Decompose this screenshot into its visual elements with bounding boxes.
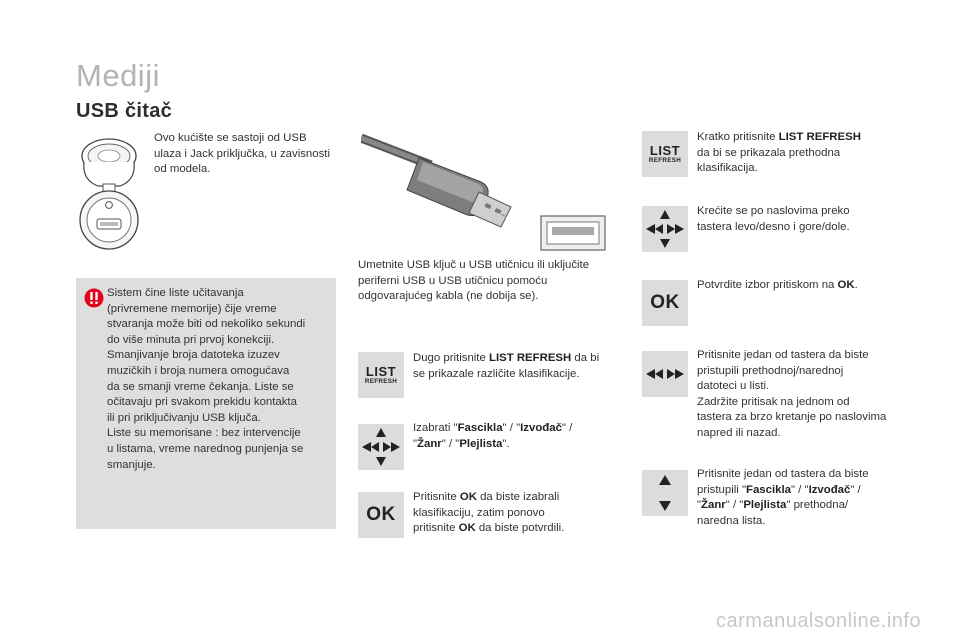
warning-icon xyxy=(84,288,104,308)
warning-line: (privremene memorije) čije vreme xyxy=(107,302,277,315)
warning-line: Sistem čine liste učitavanja xyxy=(107,287,244,299)
left-right-instruction xyxy=(697,348,922,442)
text-fragment: Kratko pritisnite xyxy=(697,131,779,143)
left-right-arrows-icon xyxy=(642,351,688,397)
warning-line: očitavaju pri svakom prekidu kontakta xyxy=(107,396,297,409)
up-down-instruction xyxy=(697,467,922,529)
text-fragment: . xyxy=(854,279,858,291)
ok-button-label: OK xyxy=(650,292,680,313)
text-fragment: " / xyxy=(850,483,861,496)
text-fragment: pritisnite xyxy=(413,522,459,535)
navigate-instruction xyxy=(697,204,917,235)
warning-line: muzičkih i broja numera omogućava xyxy=(107,364,290,377)
text-fragment: da bi xyxy=(571,352,600,364)
list-refresh-button[interactable] xyxy=(642,131,688,177)
left-right-arrow-button[interactable] xyxy=(642,351,688,397)
usb-instruction-line: periferni USB u USB utičnicu pomoću xyxy=(358,274,548,287)
four-way-arrow-button[interactable] xyxy=(642,206,688,252)
text-line: klasifikaciju, zatim ponovo xyxy=(413,506,545,519)
warning-line: do više minuta pri prvoj konekciji. xyxy=(107,333,275,346)
text-line: tastera za brzo kretanje po naslovima xyxy=(697,411,887,424)
text-bold: OK xyxy=(458,522,476,535)
usb-instruction-line: Umetnite USB ključ u USB utičnicu ili uključite xyxy=(358,259,590,271)
four-way-arrow-button[interactable] xyxy=(358,424,404,470)
text-bold: Fascikla xyxy=(746,483,791,496)
text-fragment: " xyxy=(413,437,418,450)
text-bold: OK xyxy=(837,279,855,291)
text-bold: LIST REFRESH xyxy=(778,131,861,143)
text-bold: Fascikla xyxy=(457,422,503,434)
text-bold: Izvođač xyxy=(520,422,562,434)
text-fragment: Potvrdite izbor pritiskom na xyxy=(697,279,838,291)
socket-description-text: Ovo kućište se sastoji od USB ulaza i Jack priključka, u zavisnosti od modela. xyxy=(154,132,330,176)
text-line: naredna lista. xyxy=(697,514,766,527)
four-way-arrows-icon xyxy=(642,206,688,252)
list-refresh-label-line1: LIST xyxy=(365,363,397,379)
text-fragment: " / " xyxy=(502,422,521,434)
text-bold: Izvođač xyxy=(808,483,851,496)
text-line: datoteci u listi. xyxy=(697,380,770,393)
warning-line: da se smanji vreme čekanja. Liste se xyxy=(107,380,294,393)
ok-button-label: OK xyxy=(366,504,396,525)
ok-button[interactable] xyxy=(358,492,404,538)
text-bold: Žanr xyxy=(701,499,726,512)
usb-instruction-line: odgovarajućeg kabla (ne dobija se). xyxy=(358,290,539,303)
text-fragment: pristupili " xyxy=(697,483,746,496)
text-fragment: " / " xyxy=(725,499,744,512)
text-bold: OK xyxy=(459,491,477,503)
text-fragment: " prethodna/ xyxy=(786,499,849,512)
text-fragment: " / xyxy=(561,422,573,434)
text-line: napred ili nazad. xyxy=(697,426,781,439)
text-fragment: Pritisnite xyxy=(413,491,460,503)
warning-line: ili pri priključivanju USB ključa. xyxy=(107,411,261,424)
text-line: da bi se prikazala prethodna xyxy=(697,146,841,159)
text-fragment: " / " xyxy=(441,437,460,450)
text-fragment: da biste izabrali xyxy=(476,491,560,503)
four-way-arrows-icon xyxy=(358,424,404,470)
text-fragment: Dugo pritisnite xyxy=(413,352,489,364)
usb-jack-socket-illustration xyxy=(76,134,142,252)
text-bold: Žanr xyxy=(417,437,442,450)
choose-classification-instruction xyxy=(413,421,633,452)
watermark: carmanualsonline.info xyxy=(716,610,922,632)
text-fragment: Izabrati " xyxy=(413,422,458,434)
list-refresh-label-line2: REFRESH xyxy=(364,377,398,385)
page-title: Mediji xyxy=(76,58,160,93)
ok-instruction xyxy=(413,490,633,537)
confirm-instruction xyxy=(697,278,917,294)
text-bold: Plejlista xyxy=(459,437,503,450)
text-line: Zadržite pritisak na jednom od xyxy=(697,395,850,408)
list-refresh-button[interactable] xyxy=(358,352,404,398)
up-down-arrows-icon xyxy=(642,470,688,516)
text-bold: Plejlista xyxy=(743,499,787,512)
text-line: Krećite se po naslovima preko xyxy=(697,205,850,217)
short-press-instruction xyxy=(697,130,917,177)
text-fragment: da biste potvrdili. xyxy=(475,522,565,535)
section-title: USB čitač xyxy=(76,100,173,122)
text-line: Pritisnite jedan od tastera da biste xyxy=(697,468,869,480)
warning-box xyxy=(76,278,336,529)
ok-button[interactable] xyxy=(642,280,688,326)
list-refresh-label-line1: LIST xyxy=(649,142,681,158)
list-refresh-label-line2: REFRESH xyxy=(648,156,682,164)
text-line: klasifikacija. xyxy=(697,162,758,175)
usb-key-cable-illustration xyxy=(361,132,609,252)
long-press-instruction xyxy=(413,351,633,382)
text-line: se prikazale različite klasifikacije. xyxy=(413,367,580,380)
text-bold: LIST REFRESH xyxy=(488,352,572,364)
warning-line: stvaranja može biti od nekoliko sekundi xyxy=(107,318,306,331)
warning-text xyxy=(107,286,331,473)
text-line: Pritisnite jedan od tastera da biste xyxy=(697,349,869,361)
text-line: tastera levo/desno i gore/dole. xyxy=(697,220,850,233)
socket-description xyxy=(154,131,334,178)
warning-line: smanjuje. xyxy=(107,458,156,471)
up-down-arrow-button[interactable] xyxy=(642,470,688,516)
text-fragment: " / " xyxy=(790,483,809,496)
text-fragment: " xyxy=(697,499,702,512)
warning-line: u listama, vreme narednog punjenja se xyxy=(107,442,304,455)
warning-line: Smanjivanje broja datoteka izuzev xyxy=(107,349,280,362)
text-line: pristupili prethodnoj/narednoj xyxy=(697,364,844,377)
text-fragment: ". xyxy=(502,437,510,450)
usb-insert-instructions xyxy=(358,258,628,305)
warning-line: Liste su memorisane : bez intervencije xyxy=(107,427,301,440)
